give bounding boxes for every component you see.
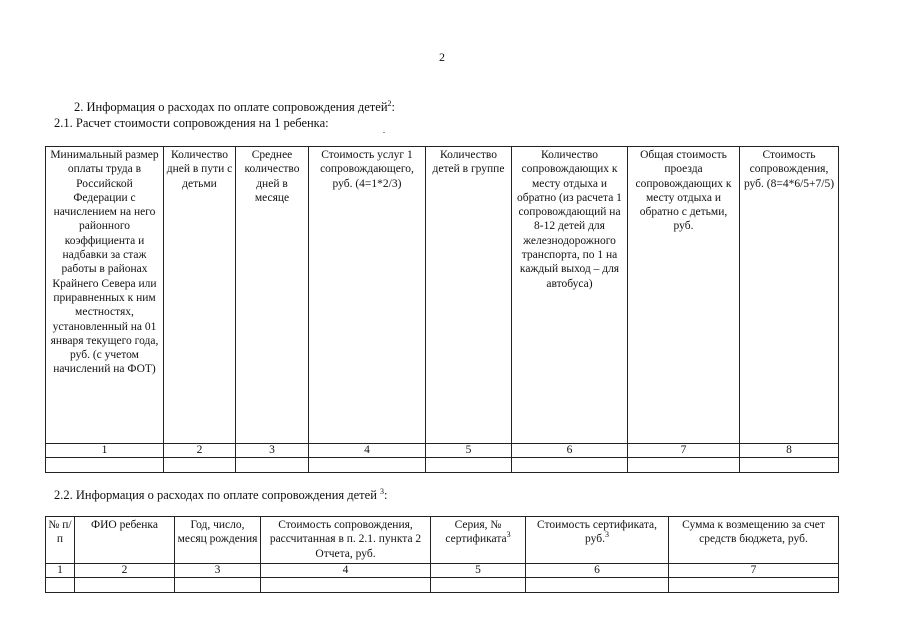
- col-header-5: [431, 517, 526, 564]
- section-heading-text: 2. Информация о расходах по оплате сопровождения детей: [74, 100, 388, 114]
- col-header-1: [46, 517, 75, 564]
- col-number: 5: [426, 444, 512, 458]
- subsection-heading-text: 2.2. Информация о расходах по оплате сопровождения детей: [54, 488, 381, 502]
- col-header-5: Количество детей в группе: [426, 147, 512, 444]
- col-number: 6: [512, 444, 628, 458]
- subsection-heading-2-1: 2.1. Расчет стоимости сопровождения на 1 ребенка:: [54, 116, 329, 130]
- table-cell[interactable]: [309, 458, 426, 473]
- table-cell[interactable]: [75, 578, 175, 593]
- col-header-text: Стоимость сертификата, руб.: [537, 519, 657, 546]
- col-header-2: Количество дней в пути с детьми: [164, 147, 236, 444]
- col-number: 3: [236, 444, 309, 458]
- table-cell[interactable]: [164, 458, 236, 473]
- footnote-mark: 2: [387, 98, 392, 108]
- table-header-row: [46, 147, 839, 444]
- table-header-row: [46, 517, 839, 564]
- table-cell[interactable]: [46, 578, 75, 593]
- col-header-1: Минимальный размер оплаты труда в Российской Федерации с начислением на него районного коэффициента и надбавки за стаж работы в районах Крайнего Севера или приравненных к ним местностях, установленный на 01 января текущего года, руб. (с учетом начислений на ФОТ): [46, 147, 164, 444]
- table-cell[interactable]: [426, 458, 512, 473]
- table-cell[interactable]: [236, 458, 309, 473]
- col-number: 4: [261, 564, 431, 578]
- col-header-4: Стоимость услуг 1 сопровождающего, руб. (4=1*2/3): [309, 147, 426, 444]
- col-number: 1: [46, 564, 75, 578]
- col-number: 2: [164, 444, 236, 458]
- page-number: 2: [439, 50, 445, 64]
- scan-speck: [383, 132, 385, 133]
- table-cell[interactable]: [512, 458, 628, 473]
- col-header-2: [75, 517, 175, 564]
- col-header-4: [261, 517, 431, 564]
- col-header-7: Общая стоимость проезда сопровождающих к месту отдыха и обратно с детьми, руб.: [628, 147, 740, 444]
- escort-expense-table: [45, 516, 839, 593]
- col-number: 7: [669, 564, 839, 578]
- col-number: 6: [526, 564, 669, 578]
- table-cell[interactable]: [628, 458, 740, 473]
- col-number: 8: [740, 444, 839, 458]
- col-header-text: Серия, № сертификата: [445, 519, 507, 546]
- table-cell[interactable]: [526, 578, 669, 593]
- escort-cost-table: [45, 146, 839, 473]
- column-number-row: [46, 444, 839, 458]
- col-header-6: [526, 517, 669, 564]
- col-number: 4: [309, 444, 426, 458]
- col-header-text: Год, число, месяц рождения: [177, 519, 258, 546]
- col-number: 5: [431, 564, 526, 578]
- table-cell[interactable]: [740, 458, 839, 473]
- col-header-3: Среднее количество дней в месяце: [236, 147, 309, 444]
- table-cell[interactable]: [46, 458, 164, 473]
- column-number-row: [46, 564, 839, 578]
- col-header-7: [669, 517, 839, 564]
- col-header-text: ФИО ребенка: [91, 519, 158, 531]
- table-row: [46, 458, 839, 473]
- col-number: 2: [75, 564, 175, 578]
- subsection-heading-2-2: [54, 488, 388, 503]
- section-heading: [74, 100, 395, 115]
- table-cell[interactable]: [175, 578, 261, 593]
- table-row: [46, 578, 839, 593]
- table-cell[interactable]: [431, 578, 526, 593]
- col-header-6: Количество сопровождающих к месту отдыха и обратно (из расчета 1 сопровождающий на 8-12 детей для железнодорожного транспорта, по 1 на каждый выход – для автобуса): [512, 147, 628, 444]
- col-number: 7: [628, 444, 740, 458]
- col-header-text: № п/п: [48, 519, 72, 546]
- col-header-3: [175, 517, 261, 564]
- footnote-mark: 3: [506, 530, 511, 540]
- col-header-text: Сумма к возмещению за счет средств бюджета, руб.: [682, 519, 825, 546]
- footnote-mark: 3: [380, 486, 385, 496]
- table-cell[interactable]: [261, 578, 431, 593]
- col-number: 3: [175, 564, 261, 578]
- heading-suffix: :: [384, 488, 388, 502]
- col-header-8: Стоимость сопровождения, руб. (8=4*6/5+7/5): [740, 147, 839, 444]
- table-cell[interactable]: [669, 578, 839, 593]
- col-header-text: Стоимость сопровождения, рассчитанная в п. 2.1. пункта 2 Отчета, руб.: [269, 519, 422, 560]
- heading-suffix: :: [391, 100, 395, 114]
- col-number: 1: [46, 444, 164, 458]
- footnote-mark: 3: [604, 530, 609, 540]
